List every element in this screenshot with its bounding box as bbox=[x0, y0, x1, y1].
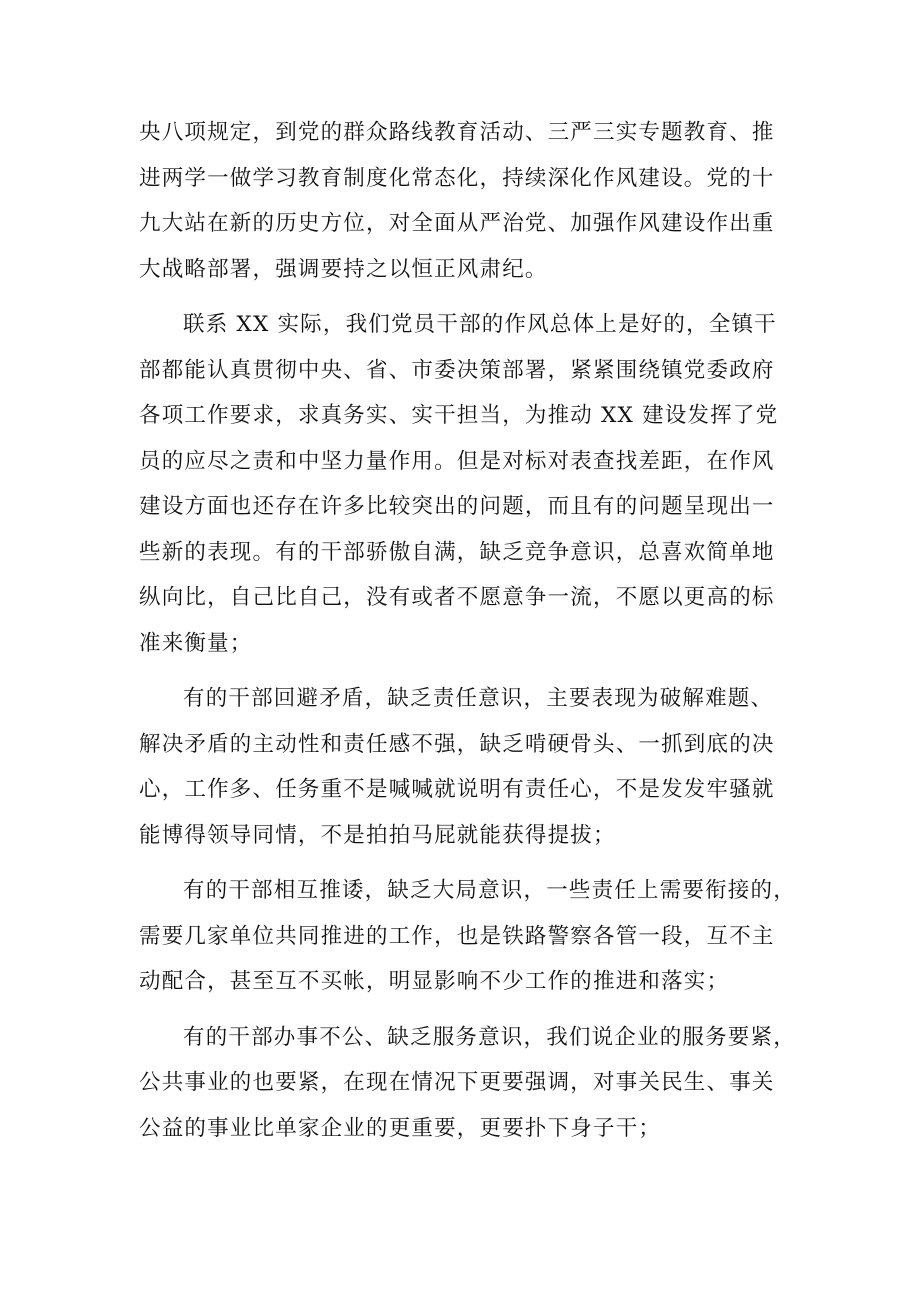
paragraph-4 bbox=[139, 868, 796, 1005]
paragraph-line: 公共事业的也要紧，在现在情况下更要强调，对事关民生、事关 bbox=[139, 1070, 775, 1095]
paragraph-line: 心，工作多、任务重不是喊喊就说明有责任心，不是发发牢骚就 bbox=[139, 777, 775, 802]
paragraph-spacer bbox=[139, 292, 789, 302]
paragraph-line: 解决矛盾的主动性和责任感不强，缺乏啃硬骨头、一抓到底的决 bbox=[139, 731, 775, 757]
paragraph-line: 部都能认真贯彻中央、省、市委决策部署，紧紧围绕镇党委政府 bbox=[139, 357, 775, 383]
paragraph-spacer bbox=[139, 666, 789, 676]
paragraph-3 bbox=[139, 676, 789, 858]
paragraph-first-line: 有的干部回避矛盾，缺乏责任意识，主要表现为破解难题、 bbox=[183, 686, 774, 711]
paragraph-line: 需要几家单位共同推进的工作，也是铁路警察各管一段，互不主 bbox=[139, 923, 775, 949]
paragraph-line: 进两学一做学习教育制度化常态化，持续深化作风建设。党的十 bbox=[139, 165, 775, 191]
paragraph-line: 各项工作要求，求真务实、实干担当，为推动 XX 建设发挥了党 bbox=[139, 403, 779, 428]
paragraph-spacer bbox=[139, 858, 789, 868]
paragraph-line: 九大站在新的历史方位，对全面从严治党、加强作风建设作出重 bbox=[139, 211, 775, 236]
paragraph-line: 员的应尽之责和中坚力量作用。但是对标对表查找差距，在作风 bbox=[139, 448, 775, 474]
paragraph-line: 准来衡量； bbox=[139, 630, 253, 656]
paragraph-line: 央八项规定，到党的群众路线教育活动、三严三实专题教育、推 bbox=[139, 120, 775, 145]
paragraph-first-line: 联系 XX 实际，我们党员干部的作风总体上是好的，全镇干 bbox=[183, 312, 777, 337]
paragraph-first-line: 有的干部办事不公、缺乏服务意识，我们说企业的服务要紧， bbox=[183, 1024, 796, 1050]
paragraph-line: 能博得领导同情，不是拍拍马屁就能获得提拔； bbox=[139, 822, 616, 848]
paragraph-line: 些新的表现。有的干部骄傲自满，缺乏竞争意识，总喜欢简单地 bbox=[139, 539, 775, 565]
paragraph-first-line: 有的干部相互推诿，缺乏大局意识，一些责任上需要衔接的， bbox=[183, 878, 796, 903]
document-body bbox=[139, 110, 796, 1151]
paragraph-line: 建设方面也还存在许多比较突出的问题，而且有的问题呈现出一 bbox=[139, 494, 775, 519]
paragraph-line: 动配合，甚至互不买帐，明显影响不少工作的推进和落实； bbox=[139, 969, 730, 994]
paragraph-5 bbox=[139, 1015, 796, 1152]
paragraph-spacer bbox=[139, 1005, 789, 1015]
paragraph-1 bbox=[139, 110, 789, 292]
paragraph-line: 大战略部署，强调要持之以恒正风肃纪。 bbox=[139, 256, 548, 282]
paragraph-line: 公益的事业比单家企业的更重要，更要扑下身子干； bbox=[139, 1115, 662, 1141]
paragraph-2 bbox=[139, 302, 789, 666]
paragraph-line: 纵向比，自己比自己，没有或者不愿意争一流，不愿以更高的标 bbox=[139, 585, 775, 610]
